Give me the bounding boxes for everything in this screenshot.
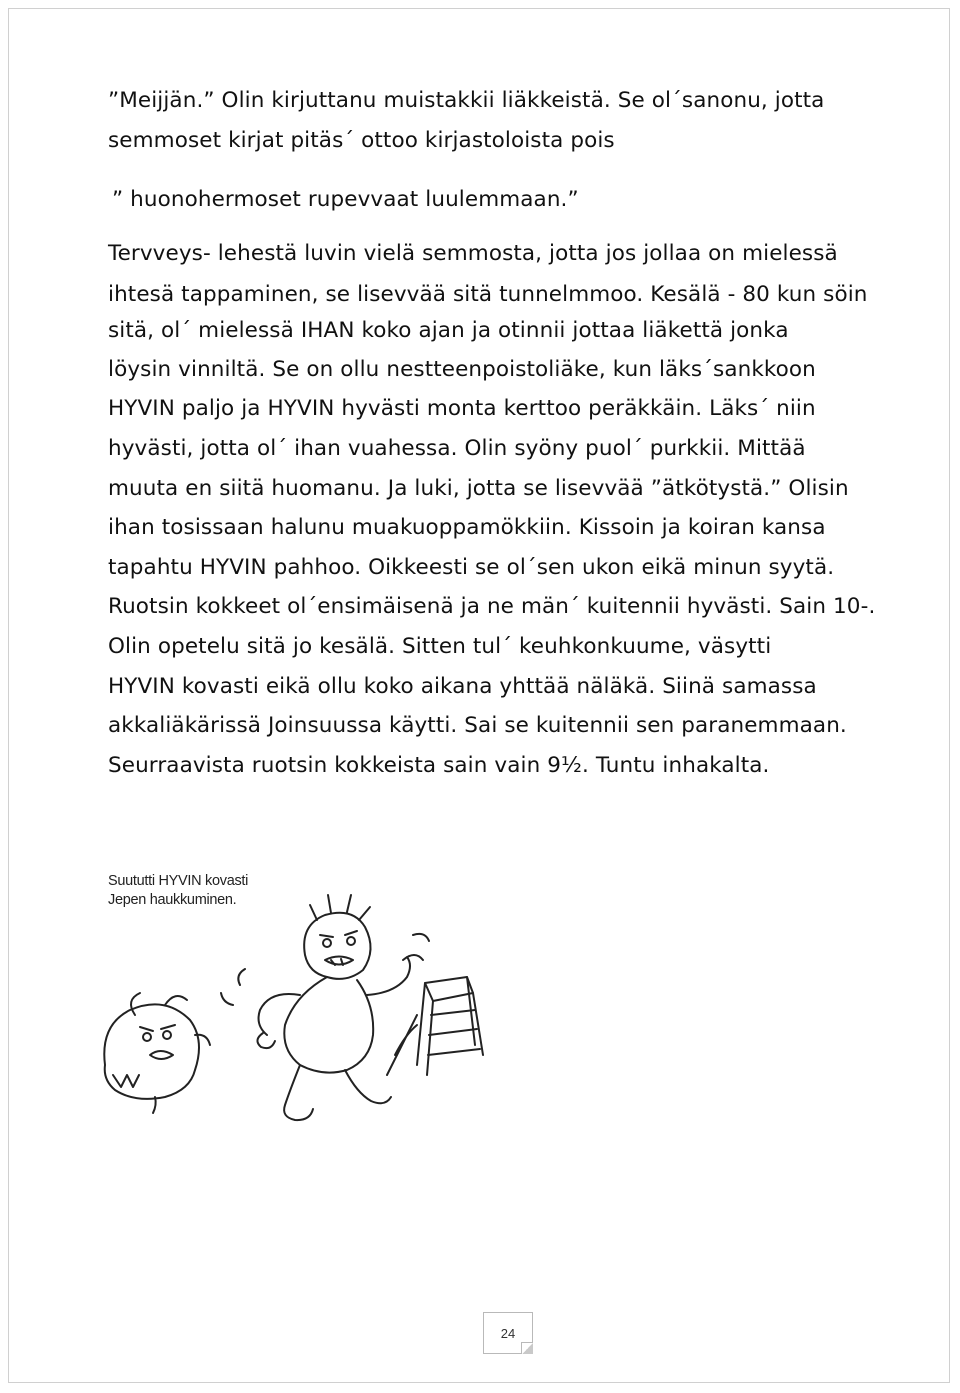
caption-line: Jepen haukkuminen. <box>108 892 237 908</box>
dog-figure <box>104 993 210 1113</box>
text-line: Ruotsin kokkeet ol´ensimäisenä ja ne män´ kuitennii hyvästi. Sain 10-. <box>108 594 876 619</box>
text-line: muuta en siitä huomanu. Ja luki, jotta se lisevvää ”ätkötystä.” Olisin <box>108 476 849 501</box>
text-line: ihan tosissaan halunu muakuoppamökkiin. Kissoin ja koiran kansa <box>108 515 826 540</box>
text-line: Olin opetelu sitä jo kesälä. Sitten tul´ keuhkonkuume, väsytti <box>108 634 772 659</box>
text-line: ” huonohermoset rupevvaat luulemmaan.” <box>112 187 579 212</box>
text-line: HYVIN paljo ja HYVIN hyvästi monta kerttoo peräkkäin. Läks´ niin <box>108 396 816 421</box>
text-line: löysin vinniltä. Se on ollu nestteenpoistoliäke, kun läks´sankkoon <box>108 357 816 382</box>
text-line: HYVIN kovasti eikä ollu koko aikana yhttää näläkä. Siinä samassa <box>108 674 817 699</box>
text-line: Seurraavista ruotsin kokkeista sain vain 9½. Tuntu inhakalta. <box>108 753 770 778</box>
page-curl-icon <box>521 1342 533 1354</box>
cartoon-illustration <box>95 865 525 1130</box>
page-number-label: 24 <box>500 1325 516 1341</box>
text-line: hyvästi, jotta ol´ ihan vuahessa. Olin syöny puol´ purkkii. Mittää <box>108 436 806 461</box>
text-line: akkaliäkärissä Joinsuussa käytti. Sai se kuitennii sen paranemmaan. <box>108 713 847 738</box>
chair-figure <box>387 977 483 1075</box>
text-line: Tervveys- lehestä luvin vielä semmosta, jotta jos jollaa on mielessä <box>108 241 838 266</box>
text-line: sitä, ol´ mielessä IHAN koko ajan ja otinnii jottaa liäkettä jonka <box>108 318 789 343</box>
text-line: ihtesä tappaminen, se lisevvää sitä tunnelmmoo. Kesälä - 80 kun söin <box>108 282 868 307</box>
text-line: tapahtu HYVIN pahhoo. Oikkeesti se ol´sen ukon eikä minun syytä. <box>108 555 835 580</box>
text-line: ”Meijjän.” Olin kirjuttanu muistakkii liäkkeistä. Se ol´sanonu, jotta <box>108 88 825 113</box>
text-line: semmoset kirjat pitäs´ ottoo kirjastoloista pois <box>108 128 615 153</box>
caption-line: Suututti HYVIN kovasti <box>108 873 249 889</box>
person-figure <box>221 895 429 1120</box>
page-number <box>483 1312 533 1354</box>
